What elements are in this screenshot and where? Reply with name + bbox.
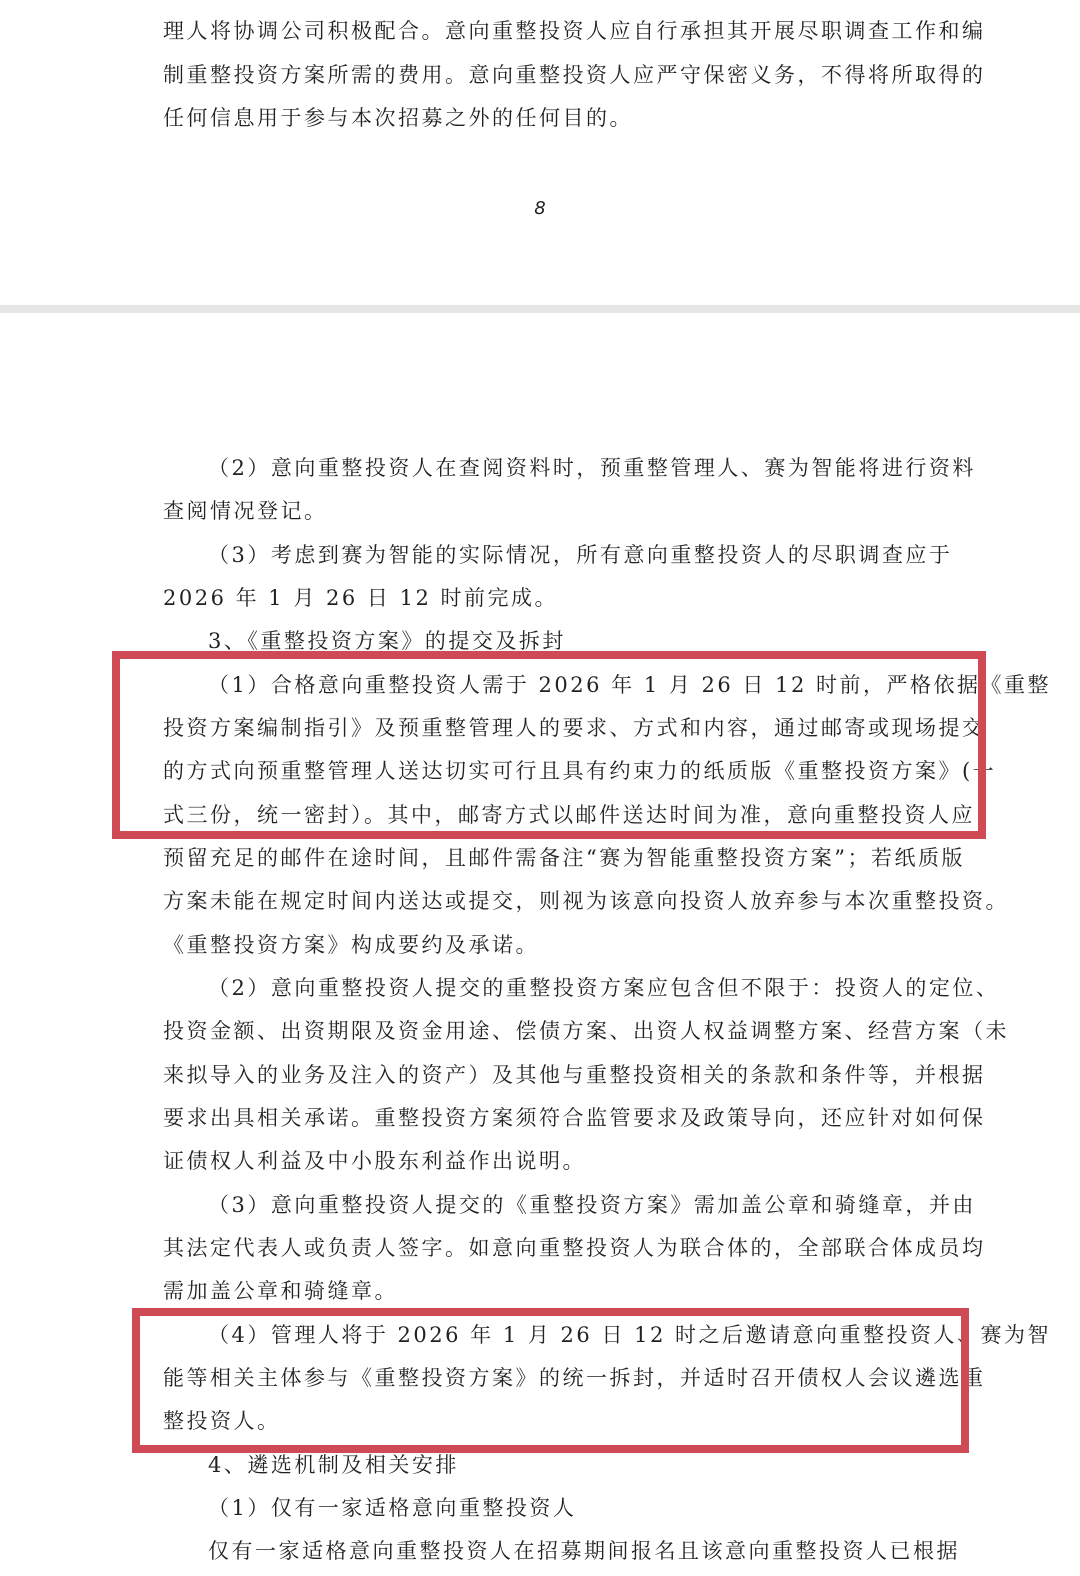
paragraph-line: 方案未能在规定时间内送达或提交，则视为该意向投资人放弃参与本次重整投资。 [163, 889, 1009, 913]
paragraph-line: 来拟导入的业务及注入的资产）及其他与重整投资相关的条款和条件等，并根据 [163, 1063, 986, 1087]
paragraph-line: 式三份，统一密封）。其中，邮寄方式以邮件送达时间为准，意向重整投资人应 [163, 803, 975, 827]
page-number: 8 [534, 198, 546, 219]
paragraph-line: 的方式向预重整管理人送达切实可行且具有约束力的纸质版《重整投资方案》(一 [163, 759, 997, 783]
paragraph-line: 2026 年 1 月 26 日 12 时前完成。 [163, 586, 558, 610]
paragraph-line: 需加盖公章和骑缝章。 [163, 1279, 398, 1303]
section-heading: 4、遴选机制及相关安排 [208, 1453, 459, 1477]
paragraph-line: 能等相关主体参与《重整投资方案》的统一拆封，并适时召开债权人会议遴选重 [163, 1366, 986, 1390]
paragraph-line: （2）意向重整投资人提交的重整投资方案应包含但不限于：投资人的定位、 [208, 976, 1000, 1000]
paragraph-line: （1）合格意向重整投资人需于 2026 年 1 月 26 日 12 时前，严格依据《重整 [208, 673, 1052, 697]
paragraph-line: 制重整投资方案所需的费用。意向重整投资人应严守保密义务，不得将所取得的 [163, 63, 986, 87]
highlight-box-item-4 [132, 1308, 1052, 1453]
page-divider [0, 305, 1080, 313]
paragraph-line: 投资方案编制指引》及预重整管理人的要求、方式和内容，通过邮寄或现场提交 [163, 716, 986, 740]
subsection-heading: （1）仅有一家适格意向重整投资人 [208, 1496, 577, 1520]
paragraph-line: （2）意向重整投资人在查阅资料时，预重整管理人、赛为智能将进行资料 [208, 456, 976, 480]
paragraph-line: 要求出具相关承诺。重整投资方案须符合监管要求及政策导向，还应针对如何保 [163, 1106, 986, 1130]
paragraph-line: 整投资人。 [163, 1409, 281, 1433]
paragraph-line: 查阅情况登记。 [163, 499, 328, 523]
paragraph-line: 其法定代表人或负责人签字。如意向重整投资人为联合体的，全部联合体成员均 [163, 1236, 986, 1260]
paragraph-line: 《重整投资方案》构成要约及承诺。 [163, 933, 539, 957]
paragraph-line: （3）意向重整投资人提交的《重整投资方案》需加盖公章和骑缝章，并由 [208, 1193, 976, 1217]
paragraph-line: 理人将协调公司积极配合。意向重整投资人应自行承担其开展尽职调查工作和编 [163, 19, 986, 43]
paragraph-line: （4）管理人将于 2026 年 1 月 26 日 12 时之后邀请意向重整投资人、赛为智 [208, 1323, 1052, 1347]
paragraph-line: 投资金额、出资期限及资金用途、偿债方案、出资人权益调整方案、经营方案（未 [163, 1019, 1009, 1043]
paragraph-line: 任何信息用于参与本次招募之外的任何目的。 [163, 106, 633, 130]
paragraph-line: 仅有一家适格意向重整投资人在招募期间报名且该意向重整投资人已根据 [208, 1539, 960, 1563]
paragraph-line: （3）考虑到赛为智能的实际情况，所有意向重整投资人的尽职调查应于 [208, 543, 953, 567]
paragraph-line: 预留充足的邮件在途时间，且邮件需备注“赛为智能重整投资方案”；若纸质版 [163, 846, 965, 870]
section-heading: 3、《重整投资方案》的提交及拆封 [208, 629, 566, 653]
paragraph-line: 证债权人利益及中小股东利益作出说明。 [163, 1149, 586, 1173]
highlight-box-item-1 [112, 651, 1052, 839]
